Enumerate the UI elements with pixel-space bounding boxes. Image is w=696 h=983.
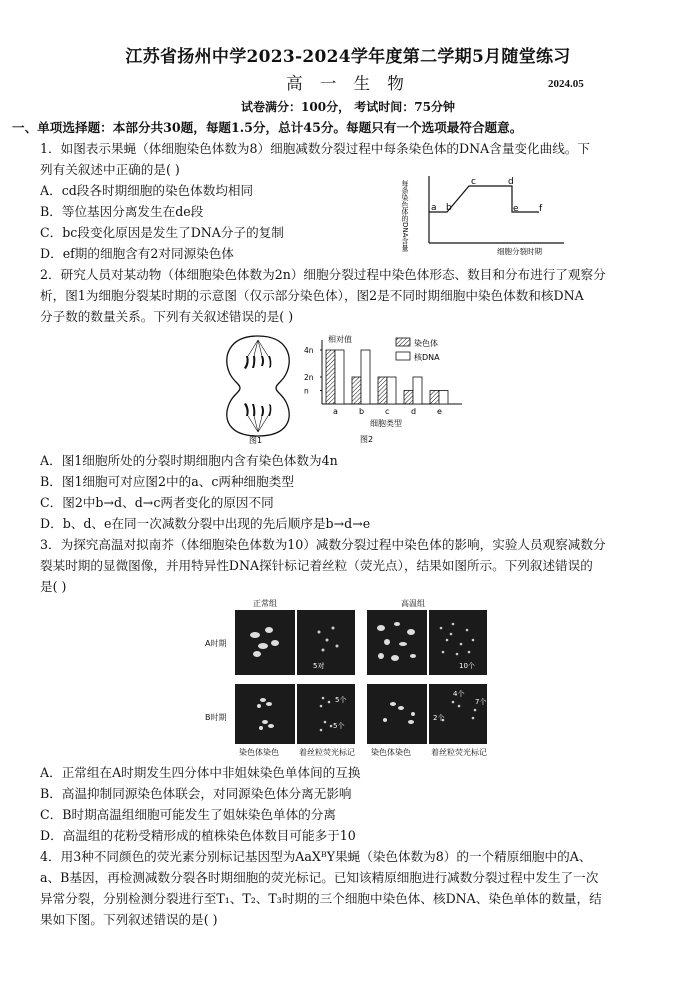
photo-normal-b-stain	[235, 684, 295, 744]
q3-row-a-label: A时期	[205, 639, 227, 648]
photo-heat-b-stain	[367, 684, 427, 744]
chart-ytick-label: 2n	[304, 373, 314, 382]
q3-option-b[interactable]: B．高温抑制同源染色体联会，对同源染色体分离无影响	[40, 786, 352, 801]
chart-ytick-label: n	[304, 386, 309, 396]
q3-caption-stain-normal: 染色体染色	[239, 748, 279, 757]
q1-option-a[interactable]: A．cd段各时期细胞的染色体数均相同	[40, 183, 254, 198]
q1-option-b[interactable]: B．等位基因分离发生在de段	[40, 204, 204, 219]
q1-point-e: e	[513, 204, 519, 214]
chart-bar-dna	[439, 391, 448, 405]
chart-xtick-label: d	[411, 407, 417, 416]
chart-bar-chromosome	[352, 377, 361, 404]
q1-stem-line1: 1．如图表示果蝇（体细胞染色体数为8）细胞减数分裂过程中每条染色体的DNA含量变化曲线。下	[40, 141, 590, 156]
q1-x-label: 细胞分裂时期	[497, 247, 542, 256]
q3-stem-line2: 裂某时期的显微图像，并用特异性DNA探针标记着丝粒（荧光点），结果如图所示。下列叙述错误的	[40, 558, 593, 573]
q3-caption-mark-normal: 着丝粒荧光标记	[299, 748, 355, 757]
chart-bar-dna	[361, 350, 370, 404]
chart-ytick-label: 4n	[304, 346, 314, 355]
cell-membrane	[227, 336, 289, 436]
q3-count-4: 4个	[453, 690, 465, 698]
q4-stem-line3: 异常分裂，分别检测分裂进行至T₁、T₂、T₃时期的三个细胞中染色体、核DNA、染色单体的数量，结	[40, 891, 602, 906]
chart-x-label: 细胞类型	[370, 419, 402, 428]
q3-count-2: 2个	[433, 714, 445, 722]
q3-stem-line3: 是( )	[40, 579, 67, 594]
chromosomes-top	[244, 356, 271, 369]
photo-normal-a-stain	[235, 610, 295, 675]
q3-count-b5-bottom: 5个	[333, 722, 345, 730]
q2-stem-line2: 析，图1为细胞分裂某时期的示意图（仅示部分染色体），图2是不同时期细胞中染色体数和核DNA	[40, 288, 584, 303]
q3-count-5pairs: 5对	[313, 662, 325, 670]
q1-point-f: f	[539, 204, 543, 214]
q3-count-7: 7个	[475, 698, 487, 706]
chart-legend-swatch	[396, 338, 410, 346]
chart-xtick-label: b	[359, 407, 365, 416]
q2-option-b[interactable]: B．图1细胞可对应图2中的a、c两种细胞类型	[40, 474, 294, 489]
q3-group-normal: 正常组	[253, 599, 277, 608]
chart-bar-chromosome	[430, 391, 439, 405]
chart-legend-label: 核DNA	[414, 353, 440, 362]
q1-option-d[interactable]: D．ef期的细胞含有2对同源染色体	[40, 246, 234, 261]
q2-bar-chart	[300, 330, 485, 445]
q1-point-d: d	[508, 177, 514, 187]
photo-heat-a-mark	[429, 610, 487, 675]
q3-count-10: 10个	[459, 662, 475, 670]
chart-legend-swatch	[396, 352, 410, 360]
exam-date: 2024.05	[548, 78, 584, 90]
photo-normal-a-mark	[297, 610, 355, 675]
q3-option-d[interactable]: D．高温组的花粉受精形成的植株染色体数目可能多于10	[40, 828, 356, 843]
q3-caption-mark-heat: 着丝粒荧光标记	[431, 748, 487, 757]
chart-bar-dna	[413, 377, 422, 404]
q2-stem-line1: 2．研究人员对某动物（体细胞染色体数为2n）细胞分裂过程中染色体形态、数目和分布进行了观察分	[40, 267, 606, 282]
q4-stem-line1: 4．用3种不同颜色的荧光素分别标记基因型为AaXᴮY果蝇（染色体数为8）的一个精原细胞中的A、	[40, 849, 592, 864]
chart-bar-chromosome	[326, 350, 335, 404]
exam-subject: 高 一 生 物	[286, 74, 410, 93]
exam-title: 江苏省扬州中学2023-2024学年度第二学期5月随堂练习	[125, 47, 571, 67]
photo-heat-b-mark	[429, 684, 487, 744]
q3-microscopy-figure	[205, 598, 495, 758]
q2-cell-diagram	[218, 330, 298, 445]
q2-option-c[interactable]: C．图2中b→d、d→c两者变化的原因不同	[40, 495, 274, 510]
q3-option-a[interactable]: A．正常组在A时期发生四分体中非姐妹染色单体间的互换	[40, 765, 361, 780]
q2-option-d[interactable]: D．b、d、e在同一次减数分裂中出现的先后顺序是b→d→e	[40, 516, 371, 531]
q1-point-c: c	[471, 177, 476, 187]
q3-stem-line1: 3．为探究高温对拟南芥（体细胞染色体数为10）减数分裂过程中染色体的影响，实验人员观察减数分	[40, 537, 606, 552]
chart-bar-chromosome	[378, 377, 387, 404]
q2-fig2-caption: 图2	[360, 435, 374, 444]
chart-title: 相对值	[328, 335, 352, 344]
photo-heat-a-stain	[367, 610, 427, 675]
q3-caption-stain-heat: 染色体染色	[371, 748, 411, 757]
chart-xtick-label: c	[385, 407, 390, 416]
q2-fig1-caption: 图1	[249, 436, 263, 445]
chart-bar-dna	[387, 377, 396, 404]
chart-xtick-label: a	[333, 407, 338, 416]
spindle-fibers-bottom	[248, 416, 268, 432]
spindle-fibers-top	[248, 340, 268, 356]
q3-option-c[interactable]: C．B时期高温组细胞可能发生了姐妹染色单体的分离	[40, 807, 336, 822]
exam-meta: 试卷满分：100分， 考试时间：75分钟	[241, 100, 455, 114]
q2-stem-line3: 分子数的数量关系。下列有关叙述错误的是( )	[40, 309, 294, 324]
q4-stem-line2: a、B基因，再检测减数分裂各时期细胞的荧光标记。已知该精原细胞进行减数分裂过程中发生了一次	[40, 870, 599, 885]
section-heading: 一、单项选择题：本部分共30题，每题1.5分，总计45分。每题只有一个选项最符合题意。	[12, 120, 523, 135]
chart-legend-label: 染色体	[414, 339, 438, 348]
q4-stem-line4: 果如下图。下列叙述错误的是( )	[40, 912, 218, 927]
q1-y-label: 每条染色体的DNA含量	[401, 180, 409, 252]
q3-group-heat: 高温组	[401, 599, 425, 608]
q3-count-b5-top: 5个	[335, 696, 347, 704]
chart-bar-chromosome	[404, 391, 413, 405]
q1-stem-line2: 列有关叙述中正确的是( )	[40, 162, 180, 177]
q3-row-b-label: B时期	[205, 713, 227, 722]
chart-bar-dna	[335, 350, 344, 404]
q1-point-b: b	[446, 203, 452, 213]
q1-option-c[interactable]: C．bc段变化原因是发生了DNA分子的复制	[40, 225, 284, 240]
q1-point-a: a	[431, 203, 437, 213]
photo-normal-b-mark	[297, 684, 355, 744]
q1-dna-curve-figure	[402, 168, 572, 263]
chromosomes-bottom	[244, 403, 271, 416]
q2-option-a[interactable]: A．图1细胞所处的分裂时期细胞内含有染色体数为4n	[40, 453, 338, 468]
chart-xtick-label: e	[437, 407, 442, 416]
